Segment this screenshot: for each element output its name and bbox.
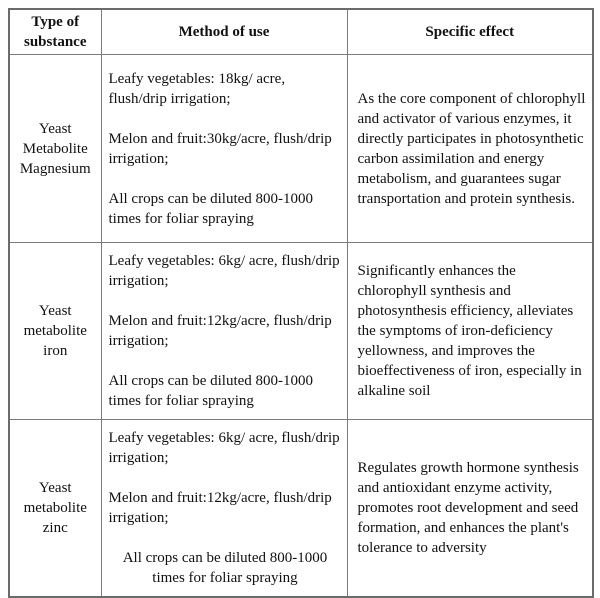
- method-cell-iron: [101, 243, 347, 420]
- method-cell-zinc: [101, 420, 347, 598]
- effect-cell-zinc: Regulates growth hormone synthesis and antioxidant enzyme activity, promotes root development and seed formation, and enhances the plant's tolerance to adversity: [347, 420, 593, 598]
- header-type-of-substance: Type of substance: [9, 9, 101, 55]
- method-paragraph: Melon and fruit:30kg/acre, flush/drip irrigation;: [108, 130, 332, 167]
- method-paragraph: All crops can be diluted 800-1000 times for foliar spraying: [122, 550, 328, 586]
- substance-name-magnesium: Yeast Metabolite Magnesium: [9, 55, 101, 243]
- method-cell-magnesium: [101, 55, 347, 243]
- table-header-row: [9, 9, 593, 55]
- method-paragraph: All crops can be diluted 800-1000 times for foliar spraying: [108, 373, 314, 409]
- substance-table: [8, 8, 594, 598]
- substance-name-zinc: Yeast metabolite zinc: [9, 420, 101, 598]
- method-paragraph: Leafy vegetables: 6kg/ acre, flush/drip irrigation;: [108, 430, 340, 466]
- table-row-zinc: [9, 420, 593, 598]
- table-row-iron: [9, 243, 593, 420]
- header-method-of-use: Method of use: [101, 9, 347, 55]
- method-paragraph: All crops can be diluted 800-1000 times for foliar spraying: [108, 190, 314, 227]
- effect-cell-iron: Significantly enhances the chlorophyll synthesis and photosynthesis efficiency, alleviates the symptoms of iron-deficiency yellowness, and improves the bioeffectiveness of iron, especially in alkaline soil: [347, 243, 593, 420]
- substance-name-iron: Yeast metabolite iron: [9, 243, 101, 420]
- table-row-magnesium: [9, 55, 593, 243]
- table-container: [8, 8, 594, 598]
- method-paragraph: Leafy vegetables: 6kg/ acre, flush/drip irrigation;: [108, 253, 340, 289]
- method-paragraph: Melon and fruit:12kg/acre, flush/drip irrigation;: [108, 313, 332, 349]
- method-paragraph: Melon and fruit:12kg/acre, flush/drip irrigation;: [108, 490, 332, 526]
- method-paragraph: Leafy vegetables: 18kg/ acre, flush/drip irrigation;: [108, 70, 286, 107]
- header-specific-effect: Specific effect: [347, 9, 593, 55]
- effect-cell-magnesium: As the core component of chlorophyll and activator of various enzymes, it directly participates in photosynthetic carbon assimilation and energy metabolism, and guarantees sugar transportation and protein synthesis.: [347, 55, 593, 243]
